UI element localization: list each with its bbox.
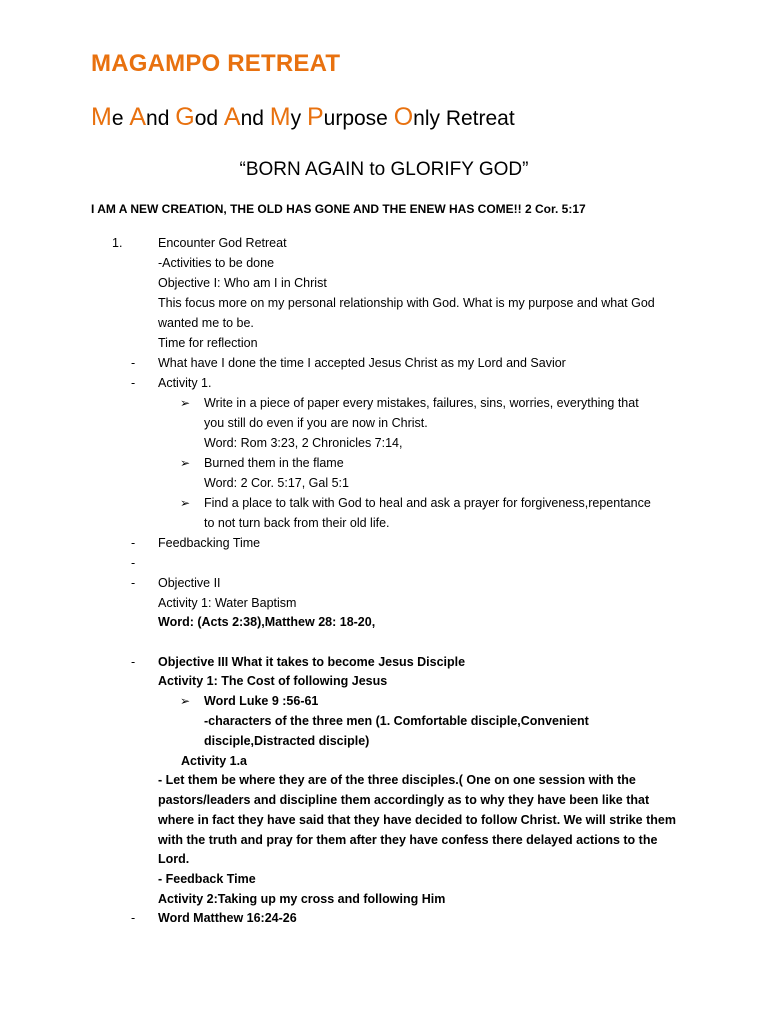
subtitle-initial: G [175, 103, 195, 131]
activity-1-heading: Activity 1. [158, 376, 212, 390]
objective-2-word: Word: (Acts 2:38),Matthew 28: 18-20, [158, 615, 376, 629]
dash-bullet: - [131, 556, 136, 570]
arrow-bullet-icon: ➢ [180, 694, 191, 708]
item-title: Encounter God Retreat [158, 236, 287, 250]
activities-note: -Activities to be done [158, 256, 275, 270]
characters-line: -characters of the three men (1. Comfortable disciple,Convenient [204, 714, 589, 728]
subtitle-initial: M [91, 103, 112, 131]
activity-2-heading: Activity 2:Taking up my cross and following Him [158, 892, 446, 906]
subtitle-word: od [194, 107, 224, 130]
dash-bullet: - [131, 376, 136, 390]
final-word-line: Word Matthew 16:24-26 [158, 911, 297, 925]
theme-heading: “BORN AGAIN to GLORIFY GOD” [239, 159, 529, 180]
document-subtitle [91, 103, 515, 132]
focus-text-line: This focus more on my personal relationship with God. What is my purpose and what God [158, 296, 655, 310]
paragraph-line: Lord. [158, 852, 190, 866]
subtitle-word: urpose [323, 107, 394, 130]
subtitle-word: nly Retreat [413, 107, 515, 130]
subtitle-initial: A [223, 103, 241, 131]
activity-text-line: you still do even if you are now in Christ. [204, 416, 428, 430]
activity-word-line: Word: 2 Cor. 5:17, Gal 5:1 [204, 476, 349, 490]
activity-1a-heading: Activity 1.a [181, 754, 248, 768]
objective-2-activity: Activity 1: Water Baptism [158, 596, 297, 610]
paragraph-line: where in fact they have said that they have decided to follow Christ. We will strike them [158, 813, 676, 827]
arrow-bullet-icon: ➢ [180, 396, 191, 410]
activity-text-line: Write in a piece of paper every mistakes, failures, sins, worries, everything that [204, 396, 639, 410]
subtitle-word: e [111, 107, 130, 130]
activity-text-line: to not turn back from their old life. [204, 516, 390, 530]
document-title: MAGAMPO RETREAT [91, 50, 341, 77]
dash-bullet: - [131, 356, 136, 370]
subtitle-initial: P [306, 103, 324, 131]
arrow-bullet-icon: ➢ [180, 456, 191, 470]
objective-3-activity: Activity 1: The Cost of following Jesus [158, 674, 388, 688]
objective-3-word: Word Luke 9 :56-61 [204, 694, 319, 708]
feedbacking-time: Feedbacking Time [158, 536, 261, 550]
characters-line: disciple,Distracted disciple) [204, 734, 370, 748]
paragraph-line: - Let them be where they are of the three disciples.( One on one session with the [158, 773, 636, 787]
time-for-reflection: Time for reflection [158, 336, 258, 350]
feedback-time: - Feedback Time [158, 872, 256, 886]
subtitle-initial: M [269, 103, 291, 131]
activity-text-line: Burned them in the flame [204, 456, 344, 470]
activity-text-line: Find a place to talk with God to heal and ask a prayer for forgiveness,repentance [204, 496, 651, 510]
objective-2-heading: Objective II [158, 576, 221, 590]
dash-bullet: - [131, 576, 136, 590]
list-number: 1. [112, 236, 123, 250]
objective-1-heading: Objective I: Who am I in Christ [158, 276, 327, 290]
activity-word-line: Word: Rom 3:23, 2 Chronicles 7:14, [204, 436, 403, 450]
key-verse: I AM A NEW CREATION, THE OLD HAS GONE AND THE ENEW HAS COME!! 2 Cor. 5:17 [91, 202, 586, 216]
paragraph-line: pastors/leaders and discipline them accordingly as to why they have been like that [158, 793, 650, 807]
dash-bullet: - [131, 655, 136, 669]
subtitle-word: y [290, 107, 307, 130]
reflection-question: What have I done the time I accepted Jesus Christ as my Lord and Savior [158, 356, 566, 370]
focus-text-line: wanted me to be. [158, 316, 254, 330]
subtitle-initial: A [129, 103, 147, 131]
subtitle-initial: O [393, 103, 414, 131]
subtitle-word: nd [146, 107, 176, 130]
subtitle-word: nd [240, 107, 270, 130]
arrow-bullet-icon: ➢ [180, 496, 191, 510]
paragraph-line: with the truth and pray for them after they have confess there delayed actions to the [158, 833, 658, 847]
dash-bullet: - [131, 536, 136, 550]
objective-3-heading: Objective III What it takes to become Jesus Disciple [158, 655, 466, 669]
dash-bullet: - [131, 911, 136, 925]
